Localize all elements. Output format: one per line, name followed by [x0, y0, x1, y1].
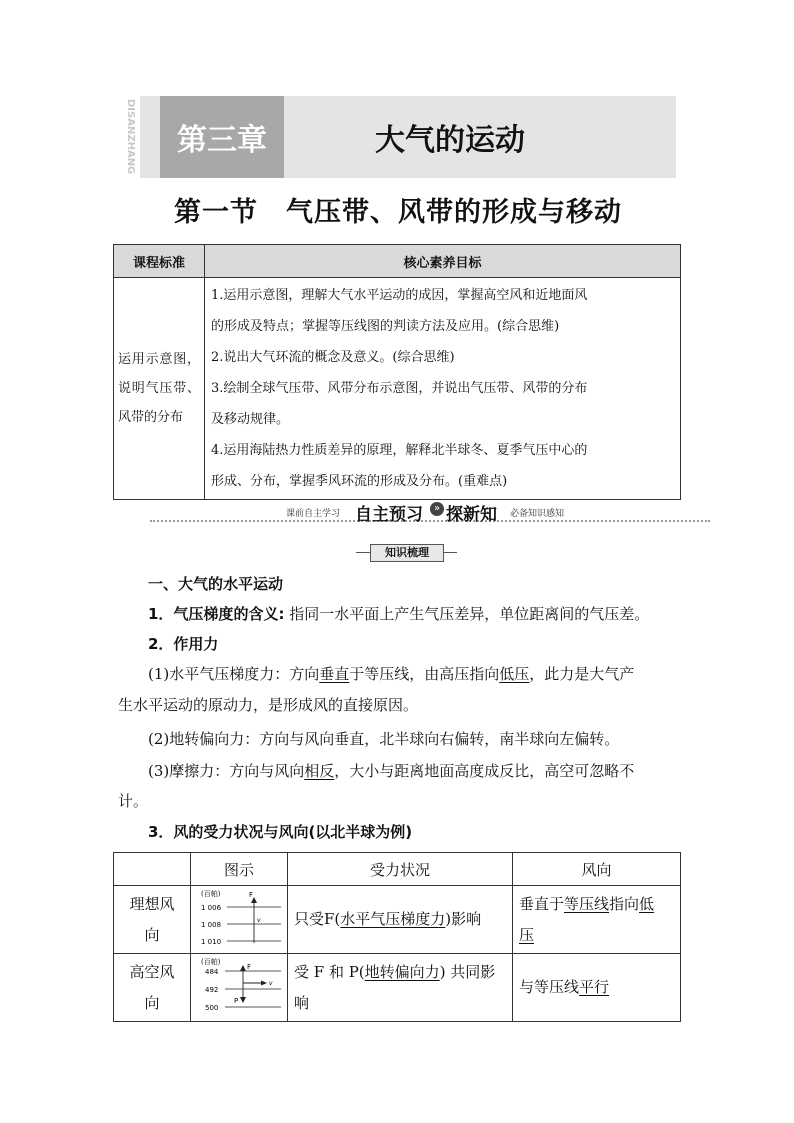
divider-main-a: 自主预习 [355, 505, 423, 525]
wind-label: v [269, 979, 273, 987]
standards-table [113, 244, 681, 500]
gradient-label: 1．气压梯度的含义 [148, 605, 279, 623]
answer-low: 低 [639, 894, 655, 913]
divider-line [150, 520, 710, 522]
wind-header-blank [114, 853, 191, 886]
answer-parallel: 平行 [579, 978, 610, 996]
standards-line: 的形成及特点；掌握等压线图的判读方法及应用。(综合思维) [211, 319, 560, 334]
wind-force-table [113, 852, 681, 1022]
paragraph-coriolis-force: (2)地转偏向力：方向与风向垂直，北半球向右偏转，南半球向左偏转。 [148, 730, 620, 748]
standards-line: 1.运用示意图，理解大气水平运动的成因，掌握高空风和近地面风 [211, 288, 588, 303]
standards-line: 4.运用海陆热力性质差异的原理，解释北半球冬、夏季气压中心的 [211, 443, 588, 458]
isobar-label: 1 010 [201, 937, 222, 946]
answer-low-pressure: 低压 [499, 665, 530, 683]
double-chevron-icon: » [430, 502, 444, 516]
chapter-number: 第三章 [160, 96, 284, 178]
wind-header-diagram: 图示 [191, 853, 288, 886]
isobar-diagram-ideal [191, 886, 288, 954]
paragraph-gradient-definition: 1．气压梯度的含义: 指同一水平面上产生气压差异，单位距离间的气压差。 [148, 605, 650, 623]
isobar-diagram-upper [191, 954, 288, 1022]
standards-line: 及移动规律。 [211, 412, 290, 427]
answer-perpendicular: 垂直 [319, 665, 350, 683]
standards-header-right: 核心素养目标 [205, 245, 681, 278]
paragraph-pressure-force-cont: 生水平运动的原动力，是形成风的直接原因。 [118, 696, 419, 714]
heading-forces: 2．作用力 [148, 635, 219, 653]
divider-left-text: 课前自主学习 [286, 509, 341, 519]
standards-right-cell [205, 278, 681, 500]
table-row [114, 954, 681, 1022]
forces-upper: 受 F 和 P(地转偏向力) 共同影 响 [288, 954, 513, 1022]
standards-line: 2.说出大气环流的概念及意义。(综合思维) [211, 350, 455, 365]
standards-line: 形成、分布，掌握季风环流的形成及分布。(重难点) [211, 474, 508, 489]
badge-rule-left [356, 552, 370, 553]
table-row [114, 886, 681, 954]
answer-isobar: 等压线 [564, 894, 610, 913]
answer-coriolis: 地转偏向力 [364, 962, 440, 981]
isobar-label: 492 [205, 985, 219, 994]
paragraph-pressure-force: (1)水平气压梯度力：方向垂直于等压线，由高压指向低压，此力是大气产 [148, 665, 635, 683]
direction-ideal: 垂直于等压线指向低 压 [513, 886, 681, 954]
knowledge-badge: 知识梳理 [370, 544, 444, 562]
standards-header-left: 课程标准 [114, 245, 205, 278]
isobar-diagram-svg [191, 887, 287, 949]
arrowhead [261, 980, 267, 985]
wind-header-direction: 风向 [513, 853, 681, 886]
isobar-diagram-svg [191, 955, 287, 1017]
arrowhead [240, 997, 246, 1003]
force-label: P [234, 996, 239, 1005]
diagram-unit: (百帕) [201, 889, 221, 898]
divider-right-text: 必备知识感知 [510, 509, 565, 519]
gradient-text: 指同一水平面上产生气压差异，单位距离间的气压差。 [289, 605, 650, 623]
paragraph-friction-force: (3)摩擦力：方向与风向相反，大小与距离地面高度成反比，高空可忽略不 [148, 762, 635, 780]
isobar-label: 484 [205, 967, 219, 976]
answer-pgf: 水平气压梯度力 [340, 910, 446, 928]
standards-line: 3.绘制全球气压带、风带分布示意图，并说出气压带、风带的分布 [211, 381, 588, 396]
isobar-label: 1 008 [201, 920, 222, 929]
answer-opposite: 相反 [304, 762, 335, 780]
answer-pressure: 压 [519, 925, 535, 944]
chapter-title: 大气的运动 [375, 123, 525, 158]
forces-ideal: 只受F(水平气压梯度力)影响 [288, 886, 513, 954]
paragraph-friction-cont: 计。 [118, 792, 149, 810]
direction-upper: 与等压线平行 [513, 954, 681, 1022]
arrowhead [240, 965, 246, 971]
standards-left-cell: 运用示意图，说明气压带、风带的分布 [114, 278, 205, 500]
isobar-label: 500 [205, 1003, 219, 1012]
wind-type-upper: 高空风 向 [114, 954, 191, 1022]
wind-label: v [257, 916, 261, 924]
force-label: F [249, 890, 254, 899]
isobar-label: 1 006 [201, 903, 222, 912]
divider-main-b: 探新知 [446, 505, 497, 525]
diagram-unit: (百帕) [201, 957, 221, 966]
heading-wind-forces: 3．风的受力状况与风向(以北半球为例) [148, 823, 413, 841]
heading-horizontal-motion: 一、大气的水平运动 [148, 575, 284, 593]
force-label: F [247, 962, 252, 971]
badge-rule-right [443, 552, 457, 553]
chapter-pinyin: DISANZHANG [120, 96, 140, 178]
section-title: 第一节 气压带、风带的形成与移动 [174, 197, 622, 228]
wind-header-forces: 受力状况 [288, 853, 513, 886]
wind-type-ideal: 理想风 向 [114, 886, 191, 954]
